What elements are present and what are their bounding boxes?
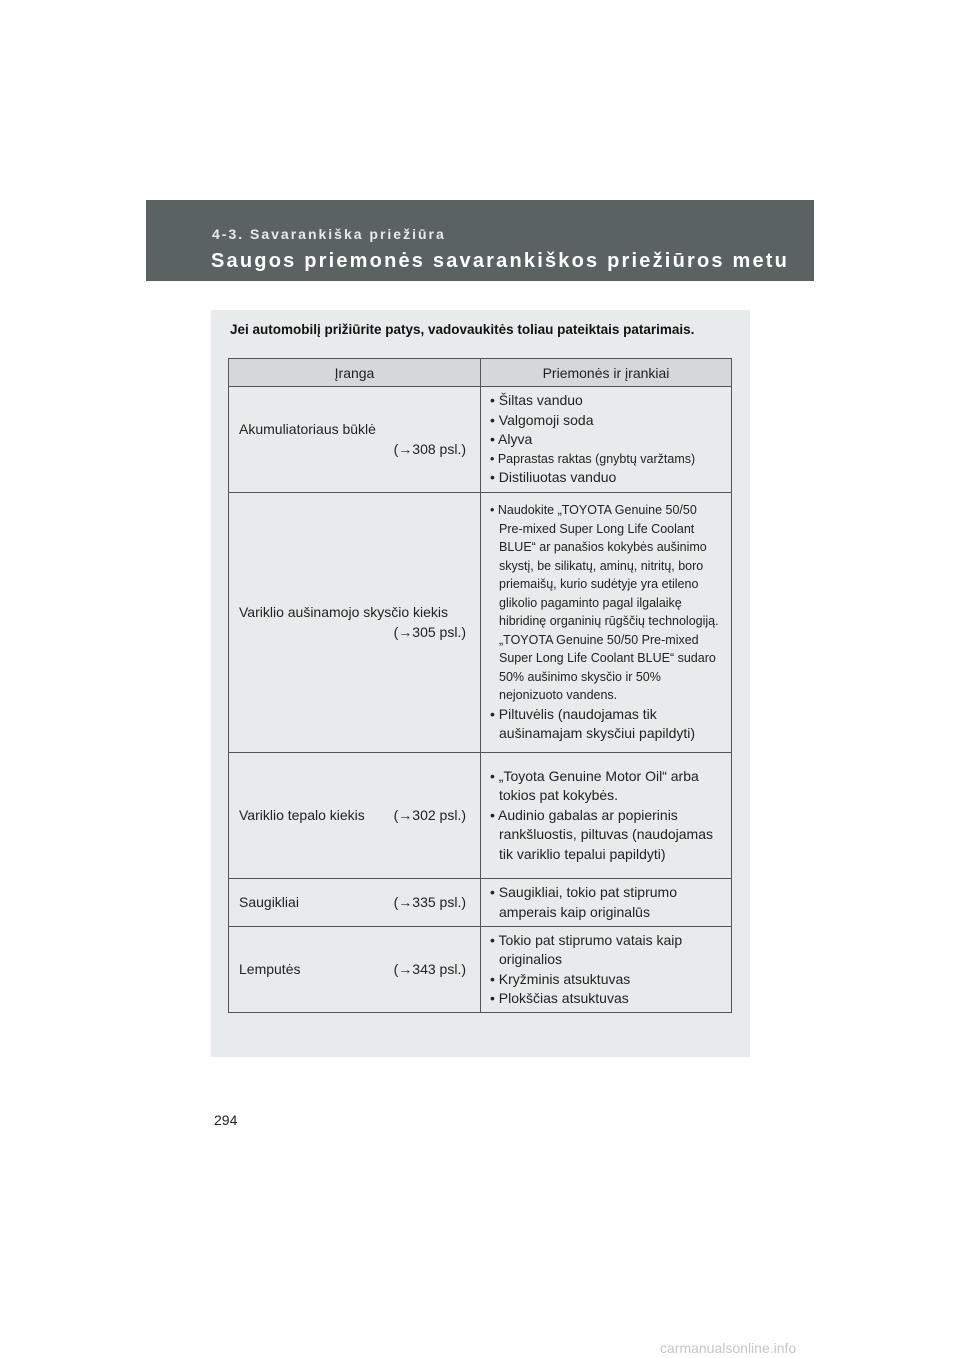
equipment-table xyxy=(228,358,732,1013)
equipment-label: Akumuliatoriaus būklė xyxy=(239,421,376,437)
equipment-cell xyxy=(229,879,481,927)
tools-cell xyxy=(481,879,732,927)
equipment-cell xyxy=(229,927,481,1013)
tool-item: • Paprastas raktas (gnybtų varžtams) xyxy=(490,451,696,466)
page-reference: (→308 psl.) xyxy=(393,440,466,457)
column-header-equipment: Įranga xyxy=(229,359,481,387)
tool-item: • Plokščias atsuktuvas xyxy=(490,990,629,1006)
page-reference: (→302 psl.) xyxy=(393,806,466,823)
equipment-label: Variklio aušinamojo skysčio kiekis xyxy=(239,604,449,620)
table-row xyxy=(229,493,732,753)
watermark: carmanualsonline.info xyxy=(660,1340,797,1356)
tool-item: • Audinio gabalas ar popierinis rankšluostis, piltuvas (naudojamas tik variklio tepalui papildyti) xyxy=(490,806,713,862)
page-reference: (→343 psl.) xyxy=(393,960,466,977)
tool-item: • Naudokite „TOYOTA Genuine 50/50 Pre-mixed Super Long Life Coolant BLUE“ ar panašios kokybės aušinimo skystį, be silikatų, aminų, nitritų, boro priemaišų, kurio sudėtyje yra etileno glikolio pagaminto pagal ilgalaikę hibridinę organinių rūgščių technologiją. „TOYOTA Genuine 50/50 Pre-mixed Super Long Life Coolant BLUE“ sudaro 50% aušinimo skysčio ir 50% nejonizuoto vandens. xyxy=(490,503,719,703)
tool-item: • Piltuvėlis (naudojamas tik aušinamajam skysčiui papildyti) xyxy=(490,705,696,742)
table-row xyxy=(229,753,732,879)
equipment-label: Saugikliai xyxy=(239,893,299,910)
equipment-cell xyxy=(229,387,481,493)
column-header-tools: Priemonės ir įrankiai xyxy=(481,359,732,387)
equipment-label: Variklio tepalo kiekis xyxy=(239,806,365,823)
tools-cell xyxy=(481,387,732,493)
tools-cell xyxy=(481,493,732,753)
table-header-row xyxy=(229,359,732,387)
page-reference: (→305 psl.) xyxy=(393,623,466,640)
tool-item: • Saugikliai, tokio pat stiprumo amperais kaip originalūs xyxy=(490,884,677,920)
table-row xyxy=(229,879,732,927)
section-label: 4-3. Savarankiška priežiūra xyxy=(212,226,446,242)
tool-item: • Distiliuotas vanduo xyxy=(490,469,617,486)
tool-item: • Šiltas vanduo xyxy=(490,392,583,409)
tools-cell xyxy=(481,753,732,879)
tool-item: • Tokio pat stiprumo vatais kaip originalios xyxy=(490,931,683,967)
tool-item: • „Toyota Genuine Motor Oil“ arba tokios pat kokybės. xyxy=(490,767,699,804)
tool-item: • Kryžminis atsuktuvas xyxy=(490,970,631,987)
page-title: Saugos priemonės savarankiškos priežiūros metu xyxy=(211,250,790,272)
table-row xyxy=(229,387,732,493)
equipment-label: Lemputės xyxy=(239,960,301,977)
tools-cell xyxy=(481,927,732,1013)
tool-item: • Alyva xyxy=(490,431,533,448)
page-number: 294 xyxy=(214,1112,238,1128)
tool-item: • Valgomoji soda xyxy=(490,411,594,428)
equipment-cell xyxy=(229,753,481,879)
page-reference: (→335 psl.) xyxy=(393,893,466,910)
table-row xyxy=(229,927,732,1013)
intro-text: Jei automobilį prižiūrite patys, vadovaukitės toliau pateiktais patarimais. xyxy=(230,322,695,337)
equipment-cell xyxy=(229,493,481,753)
